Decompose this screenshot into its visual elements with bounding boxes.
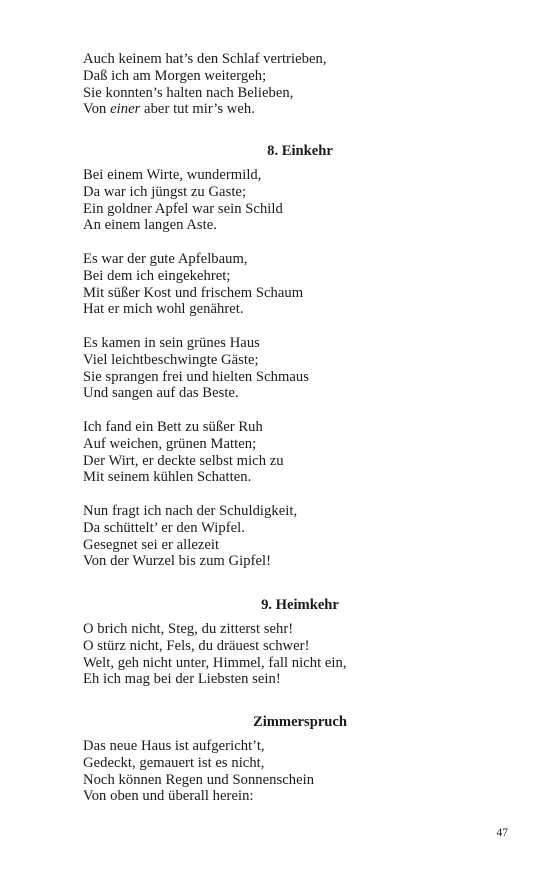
verse-line: O stürz nicht, Fels, du dräuest schwer! [83, 637, 310, 654]
stanza [83, 419, 483, 486]
verse-line: Da war ich jüngst zu Gaste; [83, 183, 247, 200]
poem-title-einkehr: 8. Einkehr [267, 143, 333, 159]
stanza [83, 503, 483, 570]
verse-line: Hat er mich wohl genähret. [83, 301, 244, 318]
verse-line: Mit süßer Kost und frischem Schaum [83, 284, 304, 301]
verse-line: Gesegnet sei er allezeit [83, 536, 220, 553]
verse-line: Der Wirt, er deckte selbst mich zu [83, 452, 284, 469]
verse-line: Von der Wurzel bis zum Gipfel! [83, 553, 272, 570]
verse-line: Eh ich mag bei der Liebsten sein! [83, 671, 281, 688]
verse-line: O brich nicht, Steg, du zitterst sehr! [83, 621, 294, 637]
verse-line: Es war der gute Apfelbaum, [83, 251, 248, 267]
verse-line: Viel leichtbeschwingte Gäste; [83, 351, 259, 368]
stanza [83, 738, 483, 805]
verse-line: An einem langen Aste. [83, 217, 217, 234]
poem-title-heimkehr: 9. Heimkehr [261, 597, 339, 613]
verse-line: Mit seinem kühlen Schatten. [83, 469, 252, 486]
poem-title-zimmerspruch: Zimmerspruch [252, 714, 348, 730]
verse-line: Noch können Regen und Sonnenschein [83, 771, 315, 788]
verse-line: Auf weichen, grünen Matten; [83, 435, 257, 452]
verse-line: Daß ich am Morgen weitergeh; [83, 67, 267, 84]
page-number: 47 [496, 827, 508, 839]
verse-text: aber tut mir’s weh. [140, 101, 255, 118]
stanza [83, 251, 483, 318]
stanza-continued [83, 51, 483, 118]
verse-line: Bei dem ich eingekehret; [83, 267, 231, 284]
verse-line: Welt, geh nicht unter, Himmel, fall nicht ein, [83, 654, 347, 671]
verse-line: Bei einem Wirte, wundermild, [83, 167, 262, 183]
verse-line: Da schüttelt’ er den Wipfel. [83, 519, 245, 536]
stanza [83, 335, 483, 402]
stanza [83, 621, 483, 688]
verse-line [83, 101, 483, 118]
verse-text: Von [83, 101, 111, 118]
stanza [83, 167, 483, 234]
verse-line: Sie konnten’s halten nach Belieben, [83, 84, 294, 101]
verse-line: Von oben und überall herein: [83, 788, 254, 805]
verse-line: Das neue Haus ist aufgericht’t, [83, 738, 265, 754]
verse-line: Und sangen auf das Beste. [83, 385, 239, 402]
verse-line: Ich fand ein Bett zu süßer Ruh [83, 419, 263, 435]
verse-line: Gedeckt, gemauert ist es nicht, [83, 754, 265, 771]
verse-line: Sie sprangen frei und hielten Schmaus [83, 368, 309, 385]
verse-line: Auch keinem hat’s den Schlaf vertrieben, [83, 51, 327, 67]
verse-line: Es kamen in sein grünes Haus [83, 335, 260, 351]
verse-line: Ein goldner Apfel war sein Schild [83, 200, 283, 217]
emphasized-word: einer [110, 101, 141, 118]
verse-line: Nun fragt ich nach der Schuldigkeit, [83, 503, 298, 519]
